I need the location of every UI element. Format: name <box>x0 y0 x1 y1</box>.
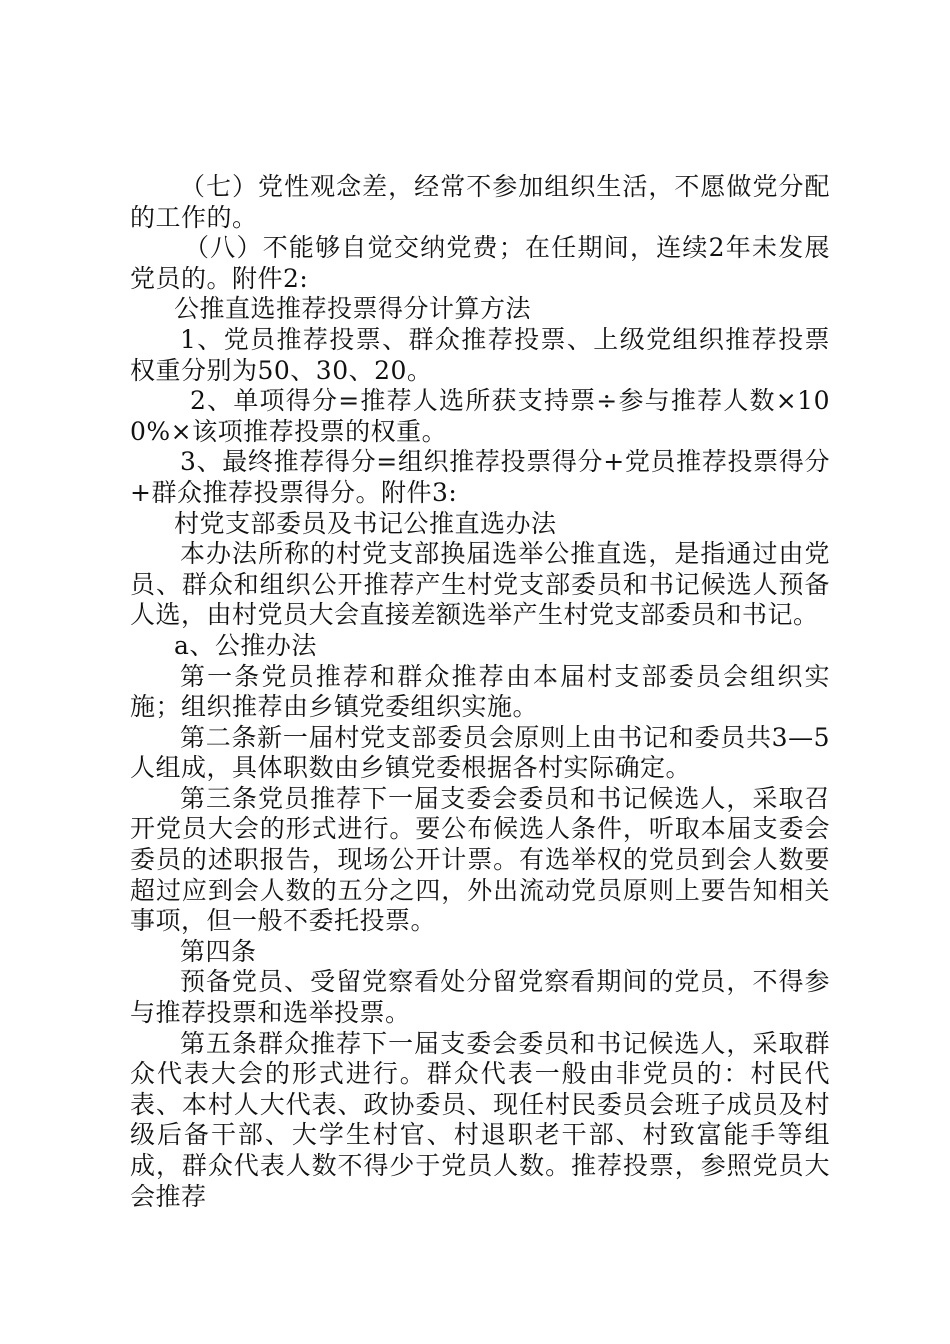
paragraph-intro: 本办法所称的村党支部换届选举公推直选，是指通过由党员、群众和组织公开推荐产生村党支部委员和书记候选人预备人选，由村党员大会直接差额选举产生村党支部委员和书记。 <box>130 539 830 630</box>
document-body <box>130 172 830 1212</box>
paragraph-single-score: 2、单项得分=推荐人选所获支持票÷参与推荐人数×100%×该项推荐投票的权重。 <box>130 386 830 446</box>
paragraph-weights: 1、党员推荐投票、群众推荐投票、上级党组织推荐投票权重分别为50、30、20。 <box>130 324 830 385</box>
paragraph-item-8: （八）不能够自觉交纳党费；在任期间，连续2年未发展党员的。附件2: <box>130 233 830 293</box>
paragraph-article-4-heading: 第四条 <box>180 936 257 966</box>
paragraph-article-5: 第五条群众推荐下一届支委会委员和书记候选人，采取群众代表大会的形式进行。群众代表一般由非党员的：村民代表、本村人大代表、政协委员、现任村民委员会班子成员及村级后备干部、大学生村官、村退职老干部、村致富能手等组成，群众代表人数不得少于党员人数。推荐投票，参照党员大会推荐 <box>130 1028 830 1211</box>
paragraph-final-score: 3、最终推荐得分=组织推荐投票得分+党员推荐投票得分+群众推荐投票得分。附件3: <box>130 447 830 507</box>
paragraph-item-7: （七）党性观念差，经常不参加组织生活，不愿做党分配的工作的。 <box>130 172 830 232</box>
paragraph-article-3: 第三条党员推荐下一届支委会委员和书记候选人，采取召开党员大会的形式进行。要公布候选人条件，听取本届支委会委员的述职报告，现场公开计票。有选举权的党员到会人数要超过应到会人数的五分之四，外出流动党员原则上要告知相关事项，但一般不委托投票。 <box>130 783 830 936</box>
subsection-heading: a、公推办法 <box>174 630 317 660</box>
section-heading-attachment-3: 村党支部委员及书记公推直选办法 <box>174 508 557 538</box>
paragraph-article-4: 预备党员、受留党察看处分留党察看期间的党员，不得参与推荐投票和选举投票。 <box>130 967 830 1028</box>
section-heading-attachment-2: 公推直选推荐投票得分计算方法 <box>174 294 532 324</box>
paragraph-article-2: 第二条新一届村党支部委员会原则上由书记和委员共3—5人组成，具体职数由乡镇党委根据各村实际确定。 <box>130 722 830 783</box>
paragraph-article-1: 第一条党员推荐和群众推荐由本届村支部委员会组织实施；组织推荐由乡镇党委组织实施。 <box>130 661 830 722</box>
